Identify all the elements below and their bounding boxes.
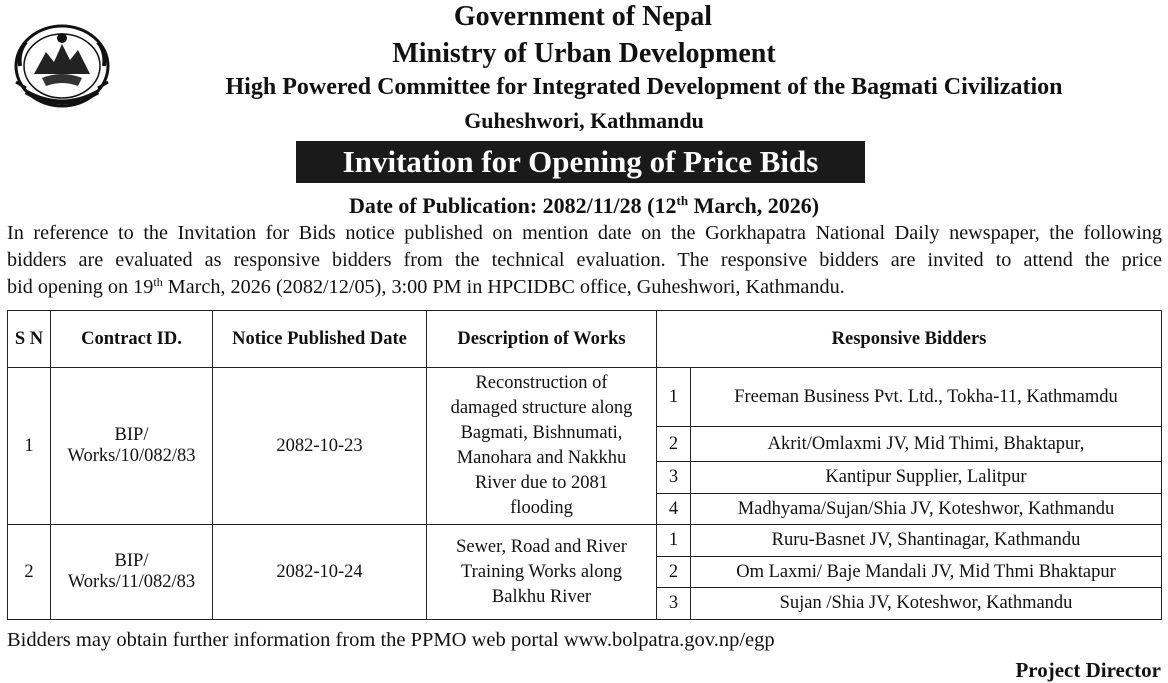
responsive-bidders-table <box>7 310 1162 620</box>
bidder-number: 3 <box>657 462 691 494</box>
intro-line-3-sup: th <box>153 275 163 289</box>
description-line: River due to 2081 <box>474 473 609 493</box>
contract-id-line1: BIP/ <box>114 425 149 445</box>
description-line: Sewer, Road and River <box>456 536 627 557</box>
pub-date-prefix: Date of Publication: 2082/11/28 (12 <box>348 193 677 218</box>
intro-line-1: In reference to the Invitation for Bids notice published on mention date on the Gorkhapatra National Daily newspaper, the following <box>7 222 1162 244</box>
description-line: flooding <box>510 498 573 518</box>
cell-contract-id <box>51 368 213 525</box>
description-line: Reconstruction of <box>475 373 608 393</box>
bidder-name: Kantipur Supplier, Lalitpur <box>691 462 1162 494</box>
table-row <box>8 525 1162 557</box>
table-header-row <box>8 311 1162 368</box>
cell-notice-date: 2082-10-24 <box>213 525 427 620</box>
bidder-name: Akrit/Omlaxmi JV, Mid Thimi, Bhaktapur, <box>691 427 1162 462</box>
header-committee <box>0 74 1168 101</box>
bidder-name: Madhyama/Sujan/Shia JV, Koteshwor, Kathmandu <box>691 494 1162 525</box>
cell-contract-id <box>51 525 213 620</box>
bidder-number: 4 <box>657 494 691 525</box>
description-line: Training Works along <box>461 561 622 582</box>
header-committee-text: High Powered Committee for Integrated Development of the Bagmati Civilization <box>225 74 1063 100</box>
cell-notice-date: 2082-10-23 <box>213 368 427 525</box>
cell-description <box>427 525 657 620</box>
intro-line-3 <box>7 274 1162 301</box>
col-header-description: Description of Works <box>427 311 657 368</box>
bidder-number: 3 <box>657 588 691 620</box>
col-header-contract-id: Contract ID. <box>51 311 213 368</box>
cell-description <box>427 368 657 525</box>
intro-paragraph <box>7 220 1162 301</box>
description-line: Balkhu River <box>491 586 592 607</box>
table-row <box>8 368 1162 427</box>
cell-sn: 2 <box>8 525 51 620</box>
cell-sn: 1 <box>8 368 51 525</box>
header-location: Guheshwori, Kathmandu <box>464 108 704 133</box>
notice-title: Invitation for Opening of Price Bids <box>296 141 865 183</box>
pub-date-suffix: March, 2026) <box>688 193 820 218</box>
bidder-name: Ruru-Basnet JV, Shantinagar, Kathmandu <box>691 525 1162 557</box>
publication-date <box>0 193 1168 219</box>
description-line: damaged structure along <box>450 398 633 418</box>
intro-line-3-a: bid opening on 19 <box>7 276 154 298</box>
contract-id-line1: BIP/ <box>114 551 149 571</box>
bidder-name: Om Laxmi/ Baje Mandali JV, Mid Thmi Bhaktapur <box>691 557 1162 588</box>
bidder-name: Freeman Business Pvt. Ltd., Tokha-11, Kathmamdu <box>691 368 1162 427</box>
description-line: Manohara and Nakkhu <box>456 448 627 468</box>
bidder-number: 1 <box>657 368 691 427</box>
col-header-responsive-bidders: Responsive Bidders <box>657 311 1162 368</box>
intro-line-2: bidders are evaluated as responsive bidders from the technical evaluation. The responsive bidders are invited to attend the price <box>7 249 1162 271</box>
bidder-number: 2 <box>657 557 691 588</box>
contract-id-line2: Works/10/082/83 <box>67 446 196 466</box>
header-ministry: Ministry of Urban Development <box>392 38 776 69</box>
header-government: Government of Nepal <box>453 1 713 32</box>
bidder-number: 2 <box>657 427 691 462</box>
contract-id-line2: Works/11/082/83 <box>67 572 196 592</box>
pub-date-sup: th <box>676 193 689 208</box>
bidder-number: 1 <box>657 525 691 557</box>
col-header-sn: S N <box>8 311 51 368</box>
signatory: Project Director <box>1015 658 1161 682</box>
footer-note: Bidders may obtain further information from the PPMO web portal www.bolpatra.gov.np/egp <box>7 629 775 651</box>
intro-line-3-b: March, 2026 (2082/12/05), 3:00 PM in HPCIDBC office, Guheshwori, Kathmandu. <box>162 276 845 298</box>
description-line: Bagmati, Bishnumati, <box>460 423 623 443</box>
bidder-name: Sujan /Shia JV, Koteshwor, Kathmandu <box>691 588 1162 620</box>
col-header-notice-date: Notice Published Date <box>213 311 427 368</box>
